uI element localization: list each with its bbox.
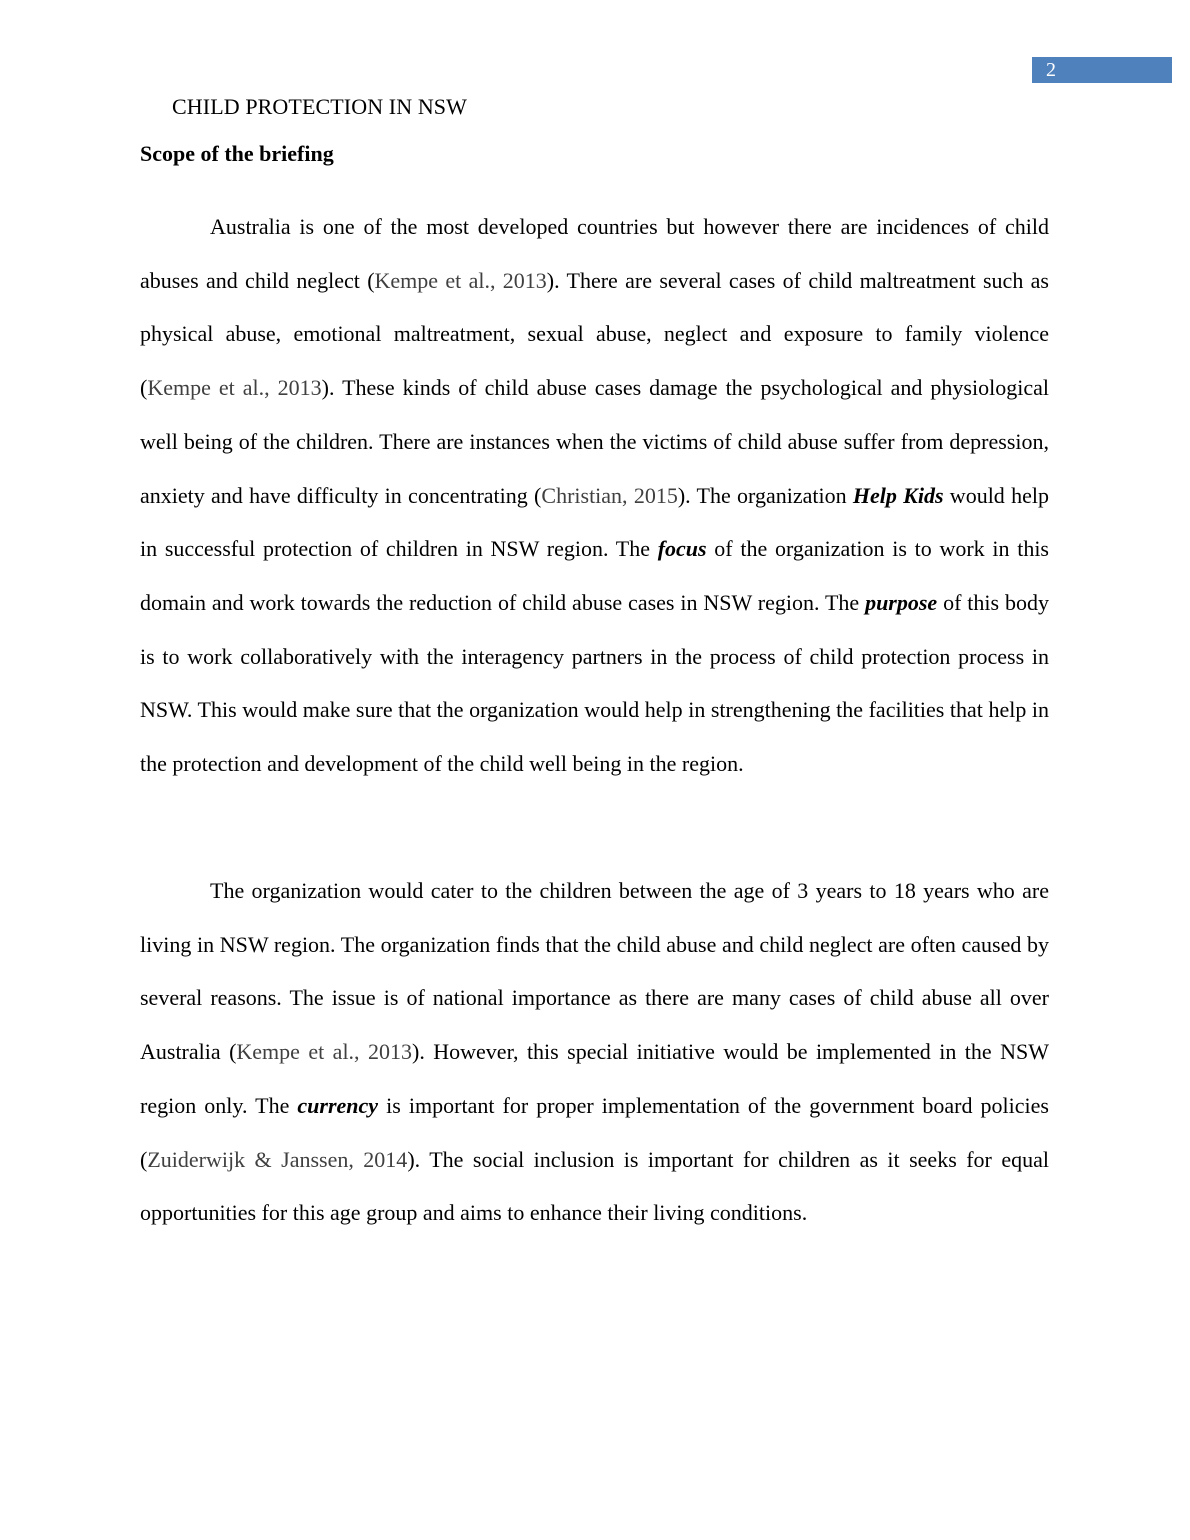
- section-heading: Scope of the briefing: [140, 141, 334, 166]
- page-number: 2: [1046, 59, 1056, 81]
- emphasized-term: currency: [297, 1092, 379, 1118]
- emphasized-term: focus: [657, 536, 707, 562]
- paragraph-text: would help in successful protection of children in NSW region. The: [140, 482, 1049, 562]
- citation: Kempe et al., 2013: [374, 267, 547, 293]
- paragraph-text: ). These kinds of child abuse cases damage the psychological and physiological well being of the children. There are instances when the victims of child abuse suffer from depression, anxiety and have difficulty in concentrating (: [140, 375, 1049, 508]
- paragraph-text: ). There are several cases of child maltreatment such as physical abuse, emotional maltreatment, sexual abuse, neglect and exposure to family violence (: [140, 267, 1049, 401]
- running-head: CHILD PROTECTION IN NSW: [172, 94, 468, 119]
- body-paragraph-2: [140, 864, 1049, 1240]
- body-paragraph-1: [140, 200, 1049, 791]
- page-number-badge: [1032, 57, 1172, 83]
- paragraph-text: The organization would cater to the children between the age of 3 years to 18 years who are living in NSW region. The organization finds that the child abuse and child neglect are often caused by several reasons. The issue is of national importance as there are many cases of child abuse all over Australia (: [140, 878, 1049, 1065]
- paragraph-text: ). However, this special initiative would be implemented in the NSW region only. The: [140, 1039, 1049, 1118]
- paragraph-text: of this body is to work collaboratively with the interagency partners in the process of child protection process in NSW. This would make sure that the organization would help in strengthening the facilities that help in the protection and development of the child well being in the region.: [140, 589, 1049, 777]
- paragraph-text: Australia is one of the most developed countries but however there are incidences of child abuses and child neglect (: [140, 214, 1049, 293]
- paragraph-text: ). The social inclusion is important for children as it seeks for equal opportunities for this age group and aims to enhance their living conditions.: [140, 1146, 1049, 1226]
- paragraph-text: is important for proper implementation of the government board policies (: [140, 1092, 1049, 1172]
- citation: Kempe et al., 2013: [236, 1039, 412, 1065]
- citation: Christian, 2015: [541, 482, 678, 508]
- citation: Zuiderwijk & Janssen, 2014: [147, 1146, 408, 1172]
- emphasized-term: Help Kids: [852, 482, 944, 508]
- paragraph-text: ). The organization: [677, 482, 853, 508]
- paragraph-text: of the organization is to work in this domain and work towards the reduction of child abuse cases in NSW region. The: [140, 536, 1049, 615]
- emphasized-term: purpose: [865, 589, 938, 615]
- citation: Kempe et al., 2013: [147, 375, 322, 401]
